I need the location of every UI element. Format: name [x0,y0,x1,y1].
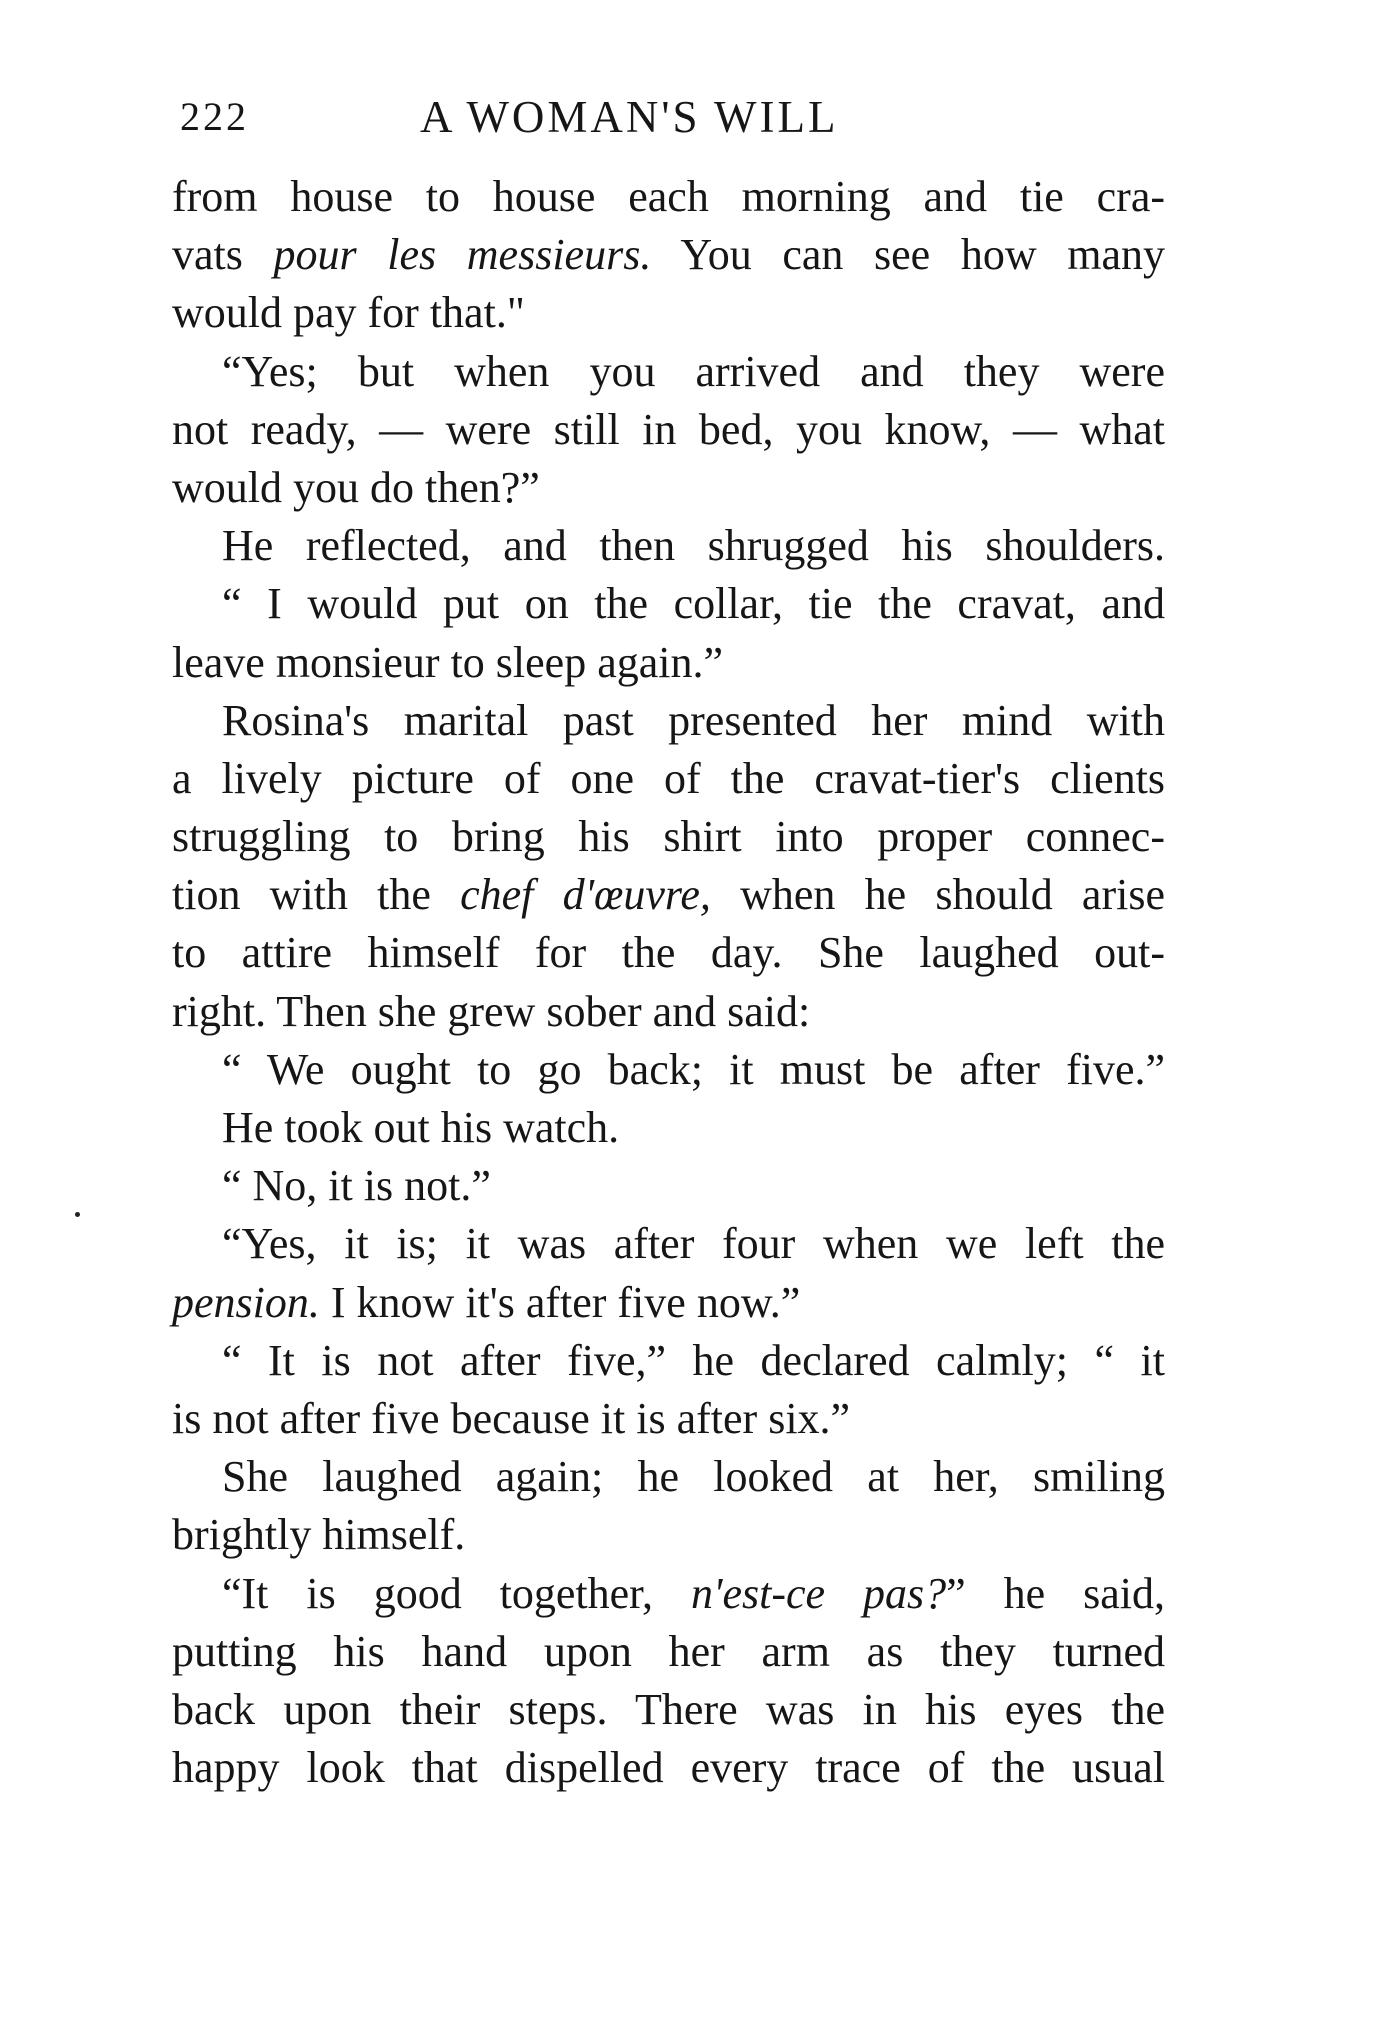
italic-phrase: pension. [172,1277,320,1327]
text-segment: a lively picture of one of the cravat-tier's clients [172,753,1165,803]
text-segment: to attire himself for the day. She laughed out- [172,928,1165,978]
text-line [172,866,1165,924]
text-segment: putting his hand upon her arm as they turned [172,1626,1165,1676]
text-segment: Rosina's marital past presented her mind with [222,695,1165,745]
text-segment: I know it's after five now.” [319,1277,801,1327]
text-segment: not ready, — were still in bed, you know, — what [172,404,1165,454]
text-segment: ” he said, [946,1568,1165,1618]
text-segment: “ We ought to go back; it must be after five.” [222,1044,1165,1094]
text-line [172,284,1165,342]
text-line [172,808,1165,866]
text-line [172,924,1165,982]
margin-speck [75,1212,80,1217]
text-segment: “ It is not after five,” he declared calmly; “ it [222,1335,1165,1385]
italic-phrase: n'est-ce pas? [691,1568,947,1618]
text-segment: back upon their steps. There was in his eyes the [172,1684,1165,1734]
running-head: A WOMAN'S WILL [420,92,839,142]
text-line [172,575,1165,633]
text-line [172,750,1165,808]
text-segment: struggling to bring his shirt into proper connec- [172,812,1165,862]
text-segment: right. Then she grew sober and said: [172,986,811,1036]
text-line [172,1157,1165,1215]
text-line [172,401,1165,459]
text-line [172,517,1165,575]
text-segment: would pay for that." [172,288,525,338]
text-line [172,634,1165,692]
text-line [172,1623,1165,1681]
text-line [172,1565,1165,1623]
text-segment: “ I would put on the collar, tie the cravat, and [222,579,1165,629]
text-line [172,459,1165,517]
text-line [172,692,1165,750]
text-segment: “Yes, it is; it was after four when we left the [222,1219,1165,1269]
text-line [172,1215,1165,1273]
text-segment: He took out his watch. [222,1103,620,1152]
text-line [172,1739,1165,1797]
italic-phrase: chef d'œuvre, [460,870,711,920]
text-line [172,1332,1165,1390]
italic-phrase: pour les messieurs. [273,230,652,280]
text-line [172,1041,1165,1099]
text-segment: “Yes; but when you arrived and they were [222,346,1165,396]
text-line [172,168,1165,226]
page-header [172,86,1165,148]
text-line [172,343,1165,401]
text-line [172,1099,1165,1157]
text-segment: when he should arise [710,870,1165,920]
text-segment: from house to house each morning and tie cra- [172,172,1165,221]
text-segment: He reflected, and then shrugged his shoulders. [222,521,1165,571]
text-line [172,1448,1165,1506]
text-segment: You can see how many [651,230,1165,280]
text-segment: brightly himself. [172,1510,466,1560]
text-segment: is not after five because it is after six.” [172,1393,851,1443]
text-segment: would you do then?” [172,462,540,512]
text-segment: “It is good together, [222,1568,692,1618]
text-line [172,1681,1165,1739]
text-segment: She laughed again; he looked at her, smiling [222,1452,1165,1502]
text-segment: happy look that dispelled every trace of the usual [172,1743,1165,1793]
text-segment: vats [172,230,274,280]
body-text [172,168,1165,1797]
page-number: 222 [180,94,249,139]
text-line [172,983,1165,1041]
text-line [172,1390,1165,1448]
text-line [172,226,1165,284]
text-segment: “ No, it is not.” [222,1161,491,1211]
text-segment: tion with the [172,870,461,920]
text-line [172,1506,1165,1564]
book-page [172,86,1165,1797]
text-line [172,1274,1165,1332]
text-segment: leave monsieur to sleep again.” [172,637,724,687]
